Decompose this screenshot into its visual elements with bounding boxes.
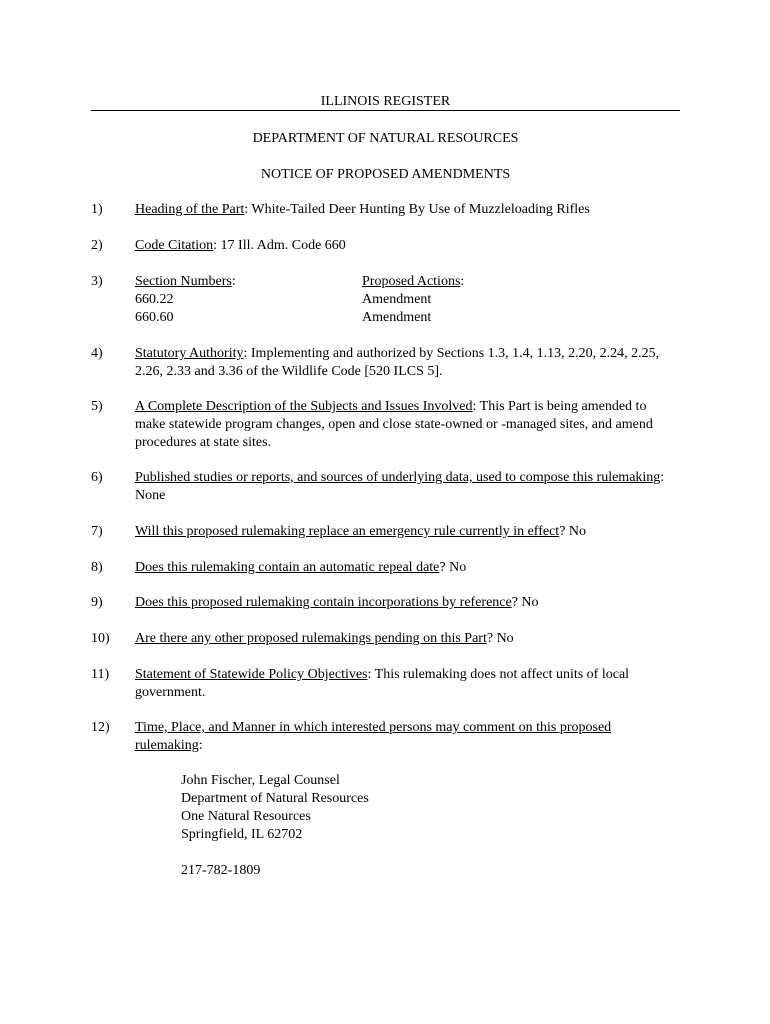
item-text: ? No xyxy=(486,631,514,646)
item-number: 1) xyxy=(91,202,103,217)
contact-city: Springfield, IL 62702 xyxy=(181,827,303,842)
item-body xyxy=(135,237,680,255)
item-label: Code Citation xyxy=(135,238,214,253)
item-body xyxy=(135,398,680,452)
item-label: A Complete Description of the Subjects and Issues Involved xyxy=(135,399,473,414)
section-number: 660.22 xyxy=(135,292,174,307)
item-text: : 17 Ill. Adm. Code 660 xyxy=(213,238,346,253)
proposed-actions-heading xyxy=(362,273,464,291)
item-number: 8) xyxy=(91,560,103,575)
item-number: 10) xyxy=(91,631,110,646)
proposed-actions-label: Proposed Actions xyxy=(362,274,461,289)
item-body xyxy=(135,201,680,219)
item-text: : Implementing and authorized by Sections 1.3, 1.4, 1.13, 2.20, 2.24, 2.25, 2.26, 2.33 and 3.36 of the Wildlife Code [520 ILCS 5]. xyxy=(135,346,660,379)
proposed-actions-colon: : xyxy=(460,274,465,289)
proposed-actions-column xyxy=(362,273,464,327)
item-label: Statutory Authority xyxy=(135,346,244,361)
notice-heading: NOTICE OF PROPOSED AMENDMENTS xyxy=(260,167,511,182)
item-number: 9) xyxy=(91,595,103,610)
item-number: 3) xyxy=(91,274,103,289)
item-label: Does this rulemaking contain an automatic repeal date xyxy=(135,560,440,575)
item-text: ? No xyxy=(511,595,539,610)
item-text: : xyxy=(198,738,203,753)
item-text: : This Part is being amended to make statewide program changes, open and close state-owned or -managed sites, and amend procedures at state sites. xyxy=(135,399,653,450)
item-section-numbers xyxy=(91,273,691,333)
item-label: Does this proposed rulemaking contain incorporations by reference xyxy=(135,595,512,610)
item-label: Will this proposed rulemaking replace an emergency rule currently in effect xyxy=(135,524,560,539)
item-label: Statement of Statewide Policy Objectives xyxy=(135,667,368,682)
section-numbers-colon: : xyxy=(231,274,236,289)
item-body xyxy=(135,630,680,648)
item-text: : None xyxy=(135,470,665,503)
item-number: 4) xyxy=(91,346,103,361)
proposed-action: Amendment xyxy=(362,310,432,325)
section-numbers-heading xyxy=(135,273,236,291)
item-text: ? No xyxy=(559,524,587,539)
item-label: Time, Place, and Manner in which interested persons may comment on this proposed rulemaking xyxy=(135,720,612,753)
contact-phone: 217-782-1809 xyxy=(181,863,261,878)
item-number: 7) xyxy=(91,524,103,539)
item-body xyxy=(135,469,680,505)
item-text: : White-Tailed Deer Hunting By Use of Muzzleloading Rifles xyxy=(244,202,590,217)
contact-department: Department of Natural Resources xyxy=(181,791,369,806)
item-number: 11) xyxy=(91,667,110,682)
item-number: 6) xyxy=(91,470,103,485)
item-number: 12) xyxy=(91,720,110,735)
item-label: Heading of the Part xyxy=(135,202,245,217)
item-text: : This rulemaking does not affect units of local government. xyxy=(135,667,630,700)
item-body xyxy=(135,594,680,612)
department-heading: DEPARTMENT OF NATURAL RESOURCES xyxy=(252,131,519,146)
item-body xyxy=(135,719,680,755)
register-title: ILLINOIS REGISTER xyxy=(91,93,680,111)
item-label: Are there any other proposed rulemakings pending on this Part xyxy=(135,631,487,646)
item-body xyxy=(135,523,680,541)
item-body xyxy=(135,559,680,577)
proposed-action: Amendment xyxy=(362,292,432,307)
contact-address: One Natural Resources xyxy=(181,809,311,824)
item-label: Published studies or reports, and sources of underlying data, used to compose this rulemaking xyxy=(135,470,661,485)
contact-name: John Fischer, Legal Counsel xyxy=(181,773,340,788)
item-body xyxy=(135,666,680,702)
item-text: ? No xyxy=(439,560,467,575)
section-number: 660.60 xyxy=(135,310,174,325)
item-number: 2) xyxy=(91,238,103,253)
item-number: 5) xyxy=(91,399,103,414)
section-numbers-label: Section Numbers xyxy=(135,274,232,289)
section-numbers-column xyxy=(135,273,236,327)
item-body xyxy=(135,345,680,381)
